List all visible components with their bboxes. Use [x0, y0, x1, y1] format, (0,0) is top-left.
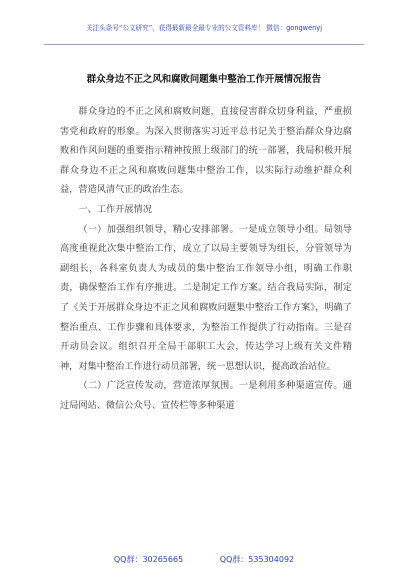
document-body — [60, 102, 352, 416]
header-banner: 关注头条号“公文研究”，获得最新最全最专业的公文资料库！ 微信：gongwenyj — [85, 24, 323, 32]
paragraph-organization: （一）加强组织领导，精心安排部署。一是成立领导小组。局领导高度重视此次集中整治工作，成立了以局主要领导为组长，分管领导为副组长，各科室负责人为成员的集中整治工作领导小组，明确工作职责，确保整治工作有序推进。二是制定工作方案。结合我局实际，制定了《关于开展群众身边不正之风和腐败问题集中整治工作方案》，明确了整治重点、工作步骤和具体要求，为整治工作提供了行动指南。三是召开动员会议。组织召开全局干部职工大会，传达学习上级有关文件精神，对集中整治工作进行动员部署，统一思想认识，提高政治站位。 — [60, 223, 352, 372]
header-divider — [44, 44, 364, 45]
footer-qq-group-2: QQ群：535304092 — [219, 555, 295, 564]
footer-contacts — [0, 554, 408, 565]
document-title: 群众身边不正之风和腐败问题集中整治工作开展情况报告 — [86, 74, 322, 85]
paragraph-intro: 群众身边的不正之风和腐败问题，直接侵害群众切身利益，严重损害党和政府的形象。为深入贯彻落实习近平总书记关于整治群众身边腐败和作风问题的重要指示精神按照上级部门的统一部署，我局积极开展群众身边不正之风和腐败问题集中整治工作，以实际行动维护群众利益，营造风清气正的政治生态。 — [60, 106, 352, 196]
footer-qq-group-1: QQ群：30265665 — [113, 555, 184, 564]
section-heading: 一、工作开展情况 — [78, 203, 152, 215]
paragraph-publicity: （二）广泛宣传发动，营造浓厚氛围。一是利用多种渠道宣传。通过局网站、微信公众号、宣传栏等多种渠道 — [60, 380, 352, 411]
